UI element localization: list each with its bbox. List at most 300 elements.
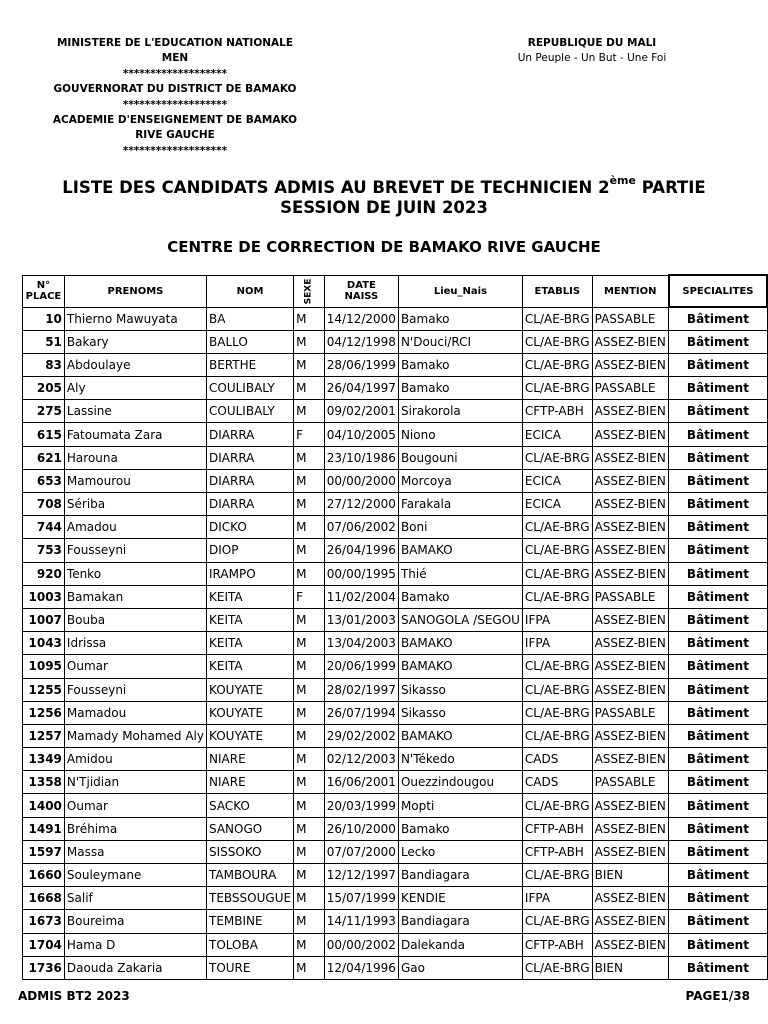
title-main: LISTE DES CANDIDATS ADMIS AU BREVET DE TECHNICIEN 2 xyxy=(62,178,610,197)
cell-specialite: Bâtiment xyxy=(669,539,767,562)
header-etablis: ETABLIS xyxy=(522,275,592,307)
cell-prenoms: Oumar xyxy=(64,655,206,678)
table-row xyxy=(23,516,768,539)
cell-place: 1255 xyxy=(23,678,65,701)
cell-specialite: Bâtiment xyxy=(669,956,767,979)
table-row xyxy=(23,794,768,817)
cell-mention: ASSEZ-BIEN xyxy=(592,516,669,539)
cell-specialite: Bâtiment xyxy=(669,516,767,539)
cell-sexe: M xyxy=(294,910,325,933)
cell-sexe: M xyxy=(294,469,325,492)
table-row xyxy=(23,933,768,956)
cell-mention: PASSABLE xyxy=(592,307,669,330)
ministry-name: MINISTERE DE L'EDUCATION NATIONALE xyxy=(56,37,294,49)
republic-header xyxy=(492,36,692,67)
header-prenoms: PRENOMS xyxy=(64,275,206,307)
cell-sexe: M xyxy=(294,887,325,910)
cell-prenoms: Boureima xyxy=(64,910,206,933)
cell-etablis: CL/AE-BRG xyxy=(522,446,592,469)
cell-date: 12/12/1997 xyxy=(324,864,398,887)
cell-specialite: Bâtiment xyxy=(669,678,767,701)
cell-specialite: Bâtiment xyxy=(669,794,767,817)
cell-nom: COULIBALY xyxy=(207,400,294,423)
cell-etablis: CL/AE-BRG xyxy=(522,724,592,747)
cell-specialite: Bâtiment xyxy=(669,307,767,330)
cell-etablis: CL/AE-BRG xyxy=(522,539,592,562)
cell-etablis: CFTP-ABH xyxy=(522,840,592,863)
cell-lieu: Sikasso xyxy=(398,701,522,724)
ministry-header xyxy=(20,36,330,159)
cell-specialite: Bâtiment xyxy=(669,585,767,608)
table-row xyxy=(23,469,768,492)
footer-label: ADMIS BT2 2023 xyxy=(18,989,130,1003)
cell-nom: BALLO xyxy=(207,330,294,353)
cell-etablis: CL/AE-BRG xyxy=(522,377,592,400)
cell-place: 920 xyxy=(23,562,65,585)
cell-prenoms: Bouba xyxy=(64,608,206,631)
cell-prenoms: Bréhima xyxy=(64,817,206,840)
cell-etablis: ECICA xyxy=(522,469,592,492)
cell-place: 1704 xyxy=(23,933,65,956)
cell-specialite: Bâtiment xyxy=(669,562,767,585)
cell-specialite: Bâtiment xyxy=(669,933,767,956)
cell-prenoms: Lassine xyxy=(64,400,206,423)
cell-lieu: Farakala xyxy=(398,493,522,516)
cell-nom: KEITA xyxy=(207,655,294,678)
cell-etablis: CL/AE-BRG xyxy=(522,678,592,701)
cell-date: 28/02/1997 xyxy=(324,678,398,701)
cell-nom: COULIBALY xyxy=(207,377,294,400)
cell-etablis: CL/AE-BRG xyxy=(522,701,592,724)
cell-prenoms: Salif xyxy=(64,887,206,910)
cell-prenoms: Idrissa xyxy=(64,632,206,655)
cell-nom: KOUYATE xyxy=(207,724,294,747)
cell-prenoms: Fousseyni xyxy=(64,539,206,562)
cell-sexe: M xyxy=(294,840,325,863)
header-specialites: SPECIALITES xyxy=(669,275,767,307)
cell-date: 07/07/2000 xyxy=(324,840,398,863)
header-date: DATE NAISS xyxy=(324,275,398,307)
cell-date: 00/00/2002 xyxy=(324,933,398,956)
cell-sexe: M xyxy=(294,956,325,979)
cell-date: 15/07/1999 xyxy=(324,887,398,910)
cell-mention: ASSEZ-BIEN xyxy=(592,794,669,817)
cell-nom: BERTHE xyxy=(207,353,294,376)
cell-nom: SACKO xyxy=(207,794,294,817)
cell-mention: ASSEZ-BIEN xyxy=(592,655,669,678)
cell-place: 1736 xyxy=(23,956,65,979)
cell-lieu: SANOGOLA /SEGOU xyxy=(398,608,522,631)
cell-prenoms: Amidou xyxy=(64,748,206,771)
cell-date: 12/04/1996 xyxy=(324,956,398,979)
cell-lieu: KENDIE xyxy=(398,887,522,910)
table-row xyxy=(23,632,768,655)
cell-date: 29/02/2002 xyxy=(324,724,398,747)
cell-date: 14/11/1993 xyxy=(324,910,398,933)
cell-nom: BA xyxy=(207,307,294,330)
cell-nom: TOLOBA xyxy=(207,933,294,956)
cell-place: 1660 xyxy=(23,864,65,887)
table-row xyxy=(23,400,768,423)
cell-etablis: CADS xyxy=(522,771,592,794)
cell-mention: ASSEZ-BIEN xyxy=(592,423,669,446)
cell-specialite: Bâtiment xyxy=(669,655,767,678)
cell-place: 1597 xyxy=(23,840,65,863)
cell-sexe: M xyxy=(294,771,325,794)
cell-sexe: M xyxy=(294,933,325,956)
cell-sexe: M xyxy=(294,353,325,376)
table-row xyxy=(23,956,768,979)
table-row xyxy=(23,608,768,631)
table-header-row xyxy=(23,275,768,307)
cell-sexe: F xyxy=(294,585,325,608)
cell-date: 20/03/1999 xyxy=(324,794,398,817)
cell-sexe: M xyxy=(294,678,325,701)
title-superscript: ème xyxy=(609,174,636,187)
cell-etablis: ECICA xyxy=(522,493,592,516)
cell-lieu: N'Tékedo xyxy=(398,748,522,771)
cell-sexe: M xyxy=(294,701,325,724)
cell-date: 13/04/2003 xyxy=(324,632,398,655)
cell-nom: DIARRA xyxy=(207,469,294,492)
cell-sexe: M xyxy=(294,562,325,585)
cell-lieu: Bandiagara xyxy=(398,864,522,887)
cell-nom: NIARE xyxy=(207,748,294,771)
cell-prenoms: Thierno Mawuyata xyxy=(64,307,206,330)
cell-place: 1257 xyxy=(23,724,65,747)
cell-lieu: BAMAKO xyxy=(398,724,522,747)
cell-prenoms: Mamady Mohamed Aly xyxy=(64,724,206,747)
cell-mention: ASSEZ-BIEN xyxy=(592,748,669,771)
cell-date: 00/00/1995 xyxy=(324,562,398,585)
table-row xyxy=(23,910,768,933)
cell-nom: SISSOKO xyxy=(207,840,294,863)
cell-place: 1043 xyxy=(23,632,65,655)
cell-specialite: Bâtiment xyxy=(669,493,767,516)
cell-prenoms: Aly xyxy=(64,377,206,400)
cell-lieu: Dalekanda xyxy=(398,933,522,956)
cell-lieu: BAMAKO xyxy=(398,632,522,655)
cell-date: 28/06/1999 xyxy=(324,353,398,376)
cell-etablis: ECICA xyxy=(522,423,592,446)
cell-specialite: Bâtiment xyxy=(669,817,767,840)
cell-nom: KOUYATE xyxy=(207,678,294,701)
cell-prenoms: Oumar xyxy=(64,794,206,817)
table-row xyxy=(23,748,768,771)
cell-date: 26/10/2000 xyxy=(324,817,398,840)
cell-sexe: M xyxy=(294,400,325,423)
cell-date: 09/02/2001 xyxy=(324,400,398,423)
cell-etablis: CL/AE-BRG xyxy=(522,562,592,585)
cell-place: 615 xyxy=(23,423,65,446)
cell-prenoms: Souleymane xyxy=(64,864,206,887)
cell-specialite: Bâtiment xyxy=(669,377,767,400)
cell-place: 1673 xyxy=(23,910,65,933)
cell-etablis: CADS xyxy=(522,748,592,771)
cell-sexe: M xyxy=(294,539,325,562)
cell-sexe: M xyxy=(294,794,325,817)
cell-etablis: CL/AE-BRG xyxy=(522,956,592,979)
cell-specialite: Bâtiment xyxy=(669,353,767,376)
country-name: REPUBLIQUE DU MALI xyxy=(527,37,657,49)
academy-name: ACADEMIE D'ENSEIGNEMENT DE BAMAKO xyxy=(52,114,298,127)
cell-lieu: BAMAKO xyxy=(398,655,522,678)
cell-lieu: BAMAKO xyxy=(398,539,522,562)
cell-nom: TOURE xyxy=(207,956,294,979)
cell-place: 708 xyxy=(23,493,65,516)
cell-etablis: IFPA xyxy=(522,632,592,655)
cell-specialite: Bâtiment xyxy=(669,910,767,933)
cell-place: 275 xyxy=(23,400,65,423)
cell-prenoms: Fousseyni xyxy=(64,678,206,701)
cell-date: 14/12/2000 xyxy=(324,307,398,330)
cell-nom: SANOGO xyxy=(207,817,294,840)
cell-nom: KOUYATE xyxy=(207,701,294,724)
table-row xyxy=(23,562,768,585)
cell-mention: PASSABLE xyxy=(592,377,669,400)
cell-prenoms: Harouna xyxy=(64,446,206,469)
table-row xyxy=(23,817,768,840)
cell-specialite: Bâtiment xyxy=(669,724,767,747)
cell-place: 1668 xyxy=(23,887,65,910)
cell-lieu: Mopti xyxy=(398,794,522,817)
cell-lieu: Bamako xyxy=(398,353,522,376)
cell-sexe: M xyxy=(294,817,325,840)
cell-date: 26/07/1994 xyxy=(324,701,398,724)
cell-lieu: Niono xyxy=(398,423,522,446)
cell-mention: ASSEZ-BIEN xyxy=(592,353,669,376)
table-row xyxy=(23,701,768,724)
cell-specialite: Bâtiment xyxy=(669,608,767,631)
cell-place: 1400 xyxy=(23,794,65,817)
cell-lieu: Bamako xyxy=(398,307,522,330)
governorate-name: GOUVERNORAT DU DISTRICT DE BAMAKO xyxy=(53,83,297,96)
cell-place: 51 xyxy=(23,330,65,353)
cell-nom: TAMBOURA xyxy=(207,864,294,887)
cell-date: 16/06/2001 xyxy=(324,771,398,794)
separator-stars: ******************* xyxy=(122,144,228,157)
cell-lieu: Lecko xyxy=(398,840,522,863)
table-row xyxy=(23,655,768,678)
cell-etablis: CL/AE-BRG xyxy=(522,585,592,608)
cell-etablis: CFTP-ABH xyxy=(522,400,592,423)
cell-place: 1349 xyxy=(23,748,65,771)
header-lieu: Lieu_Nais xyxy=(398,275,522,307)
cell-prenoms: Bakary xyxy=(64,330,206,353)
cell-mention: ASSEZ-BIEN xyxy=(592,493,669,516)
cell-date: 04/12/1998 xyxy=(324,330,398,353)
header-nom: NOM xyxy=(207,275,294,307)
table-row xyxy=(23,864,768,887)
cell-lieu: Sikasso xyxy=(398,678,522,701)
cell-mention: ASSEZ-BIEN xyxy=(592,933,669,956)
cell-nom: DIARRA xyxy=(207,423,294,446)
cell-mention: ASSEZ-BIEN xyxy=(592,562,669,585)
table-row xyxy=(23,771,768,794)
cell-specialite: Bâtiment xyxy=(669,864,767,887)
cell-date: 13/01/2003 xyxy=(324,608,398,631)
cell-specialite: Bâtiment xyxy=(669,887,767,910)
academy-zone: RIVE GAUCHE xyxy=(135,129,215,142)
cell-mention: ASSEZ-BIEN xyxy=(592,840,669,863)
cell-place: 83 xyxy=(23,353,65,376)
cell-lieu: Boni xyxy=(398,516,522,539)
cell-mention: ASSEZ-BIEN xyxy=(592,678,669,701)
cell-nom: DICKO xyxy=(207,516,294,539)
cell-mention: PASSABLE xyxy=(592,701,669,724)
cell-prenoms: Bamakan xyxy=(64,585,206,608)
cell-place: 205 xyxy=(23,377,65,400)
cell-etablis: CL/AE-BRG xyxy=(522,516,592,539)
cell-sexe: M xyxy=(294,493,325,516)
cell-specialite: Bâtiment xyxy=(669,748,767,771)
cell-specialite: Bâtiment xyxy=(669,701,767,724)
cell-mention: ASSEZ-BIEN xyxy=(592,910,669,933)
cell-date: 27/12/2000 xyxy=(324,493,398,516)
header-place: N° PLACE xyxy=(23,275,65,307)
table-row xyxy=(23,539,768,562)
cell-place: 1003 xyxy=(23,585,65,608)
cell-place: 1358 xyxy=(23,771,65,794)
cell-lieu: Bamako xyxy=(398,377,522,400)
cell-lieu: Ouezzindougou xyxy=(398,771,522,794)
table-row xyxy=(23,493,768,516)
cell-etablis: CL/AE-BRG xyxy=(522,307,592,330)
cell-prenoms: N'Tjidian xyxy=(64,771,206,794)
cell-specialite: Bâtiment xyxy=(669,632,767,655)
cell-nom: KEITA xyxy=(207,608,294,631)
table-row xyxy=(23,353,768,376)
cell-date: 26/04/1996 xyxy=(324,539,398,562)
cell-mention: ASSEZ-BIEN xyxy=(592,400,669,423)
cell-nom: TEBSSOUGUE xyxy=(207,887,294,910)
cell-specialite: Bâtiment xyxy=(669,330,767,353)
separator-stars: ******************* xyxy=(122,67,228,80)
national-motto: Un Peuple - Un But - Une Foi xyxy=(517,52,667,65)
correction-center: CENTRE DE CORRECTION DE BAMAKO RIVE GAUCHE xyxy=(167,238,601,256)
cell-lieu: Sirakorola xyxy=(398,400,522,423)
cell-place: 744 xyxy=(23,516,65,539)
page-number: PAGE1/38 xyxy=(685,989,750,1003)
page-title xyxy=(0,174,768,218)
cell-etablis: CFTP-ABH xyxy=(522,817,592,840)
cell-sexe: M xyxy=(294,864,325,887)
cell-nom: DIARRA xyxy=(207,446,294,469)
table-row xyxy=(23,377,768,400)
cell-nom: TEMBINE xyxy=(207,910,294,933)
separator-stars: ******************* xyxy=(122,98,228,111)
cell-date: 00/00/2000 xyxy=(324,469,398,492)
header-sexe: SEXE xyxy=(294,275,325,307)
cell-lieu: Morcoya xyxy=(398,469,522,492)
cell-prenoms: Hama D xyxy=(64,933,206,956)
cell-date: 07/06/2002 xyxy=(324,516,398,539)
cell-nom: KEITA xyxy=(207,585,294,608)
cell-sexe: M xyxy=(294,516,325,539)
cell-mention: BIEN xyxy=(592,864,669,887)
cell-prenoms: Daouda Zakaria xyxy=(64,956,206,979)
cell-etablis: CL/AE-BRG xyxy=(522,864,592,887)
cell-etablis: IFPA xyxy=(522,608,592,631)
cell-mention: ASSEZ-BIEN xyxy=(592,446,669,469)
candidates-table xyxy=(22,274,768,980)
cell-etablis: IFPA xyxy=(522,887,592,910)
cell-specialite: Bâtiment xyxy=(669,446,767,469)
cell-place: 753 xyxy=(23,539,65,562)
cell-date: 26/04/1997 xyxy=(324,377,398,400)
cell-prenoms: Mamadou xyxy=(64,701,206,724)
table-row xyxy=(23,446,768,469)
cell-sexe: M xyxy=(294,608,325,631)
cell-sexe: M xyxy=(294,632,325,655)
table-row xyxy=(23,330,768,353)
cell-place: 653 xyxy=(23,469,65,492)
cell-prenoms: Tenko xyxy=(64,562,206,585)
cell-place: 1007 xyxy=(23,608,65,631)
cell-etablis: CL/AE-BRG xyxy=(522,794,592,817)
cell-prenoms: Fatoumata Zara xyxy=(64,423,206,446)
cell-lieu: Gao xyxy=(398,956,522,979)
cell-specialite: Bâtiment xyxy=(669,771,767,794)
table-row xyxy=(23,887,768,910)
cell-sexe: M xyxy=(294,724,325,747)
cell-sexe: M xyxy=(294,330,325,353)
cell-mention: ASSEZ-BIEN xyxy=(592,539,669,562)
cell-etablis: CL/AE-BRG xyxy=(522,353,592,376)
table-row xyxy=(23,423,768,446)
cell-date: 20/06/1999 xyxy=(324,655,398,678)
cell-lieu: Thié xyxy=(398,562,522,585)
cell-etablis: CL/AE-BRG xyxy=(522,330,592,353)
cell-date: 23/10/1986 xyxy=(324,446,398,469)
cell-etablis: CL/AE-BRG xyxy=(522,655,592,678)
cell-nom: DIOP xyxy=(207,539,294,562)
cell-date: 04/10/2005 xyxy=(324,423,398,446)
cell-place: 1256 xyxy=(23,701,65,724)
cell-place: 1491 xyxy=(23,817,65,840)
cell-etablis: CL/AE-BRG xyxy=(522,910,592,933)
cell-specialite: Bâtiment xyxy=(669,840,767,863)
cell-prenoms: Abdoulaye xyxy=(64,353,206,376)
cell-specialite: Bâtiment xyxy=(669,469,767,492)
cell-sexe: F xyxy=(294,423,325,446)
cell-lieu: Bandiagara xyxy=(398,910,522,933)
cell-nom: KEITA xyxy=(207,632,294,655)
cell-date: 11/02/2004 xyxy=(324,585,398,608)
cell-lieu: Bamako xyxy=(398,585,522,608)
cell-place: 621 xyxy=(23,446,65,469)
cell-place: 10 xyxy=(23,307,65,330)
cell-mention: ASSEZ-BIEN xyxy=(592,817,669,840)
cell-sexe: M xyxy=(294,377,325,400)
cell-sexe: M xyxy=(294,655,325,678)
cell-nom: IRAMPO xyxy=(207,562,294,585)
table-row xyxy=(23,678,768,701)
table-row xyxy=(23,724,768,747)
cell-sexe: M xyxy=(294,748,325,771)
cell-lieu: Bamako xyxy=(398,817,522,840)
cell-etablis: CFTP-ABH xyxy=(522,933,592,956)
cell-mention: ASSEZ-BIEN xyxy=(592,632,669,655)
header-mention: MENTION xyxy=(592,275,669,307)
cell-mention: BIEN xyxy=(592,956,669,979)
cell-nom: NIARE xyxy=(207,771,294,794)
cell-mention: ASSEZ-BIEN xyxy=(592,887,669,910)
cell-specialite: Bâtiment xyxy=(669,400,767,423)
cell-place: 1095 xyxy=(23,655,65,678)
cell-sexe: M xyxy=(294,446,325,469)
table-row xyxy=(23,307,768,330)
